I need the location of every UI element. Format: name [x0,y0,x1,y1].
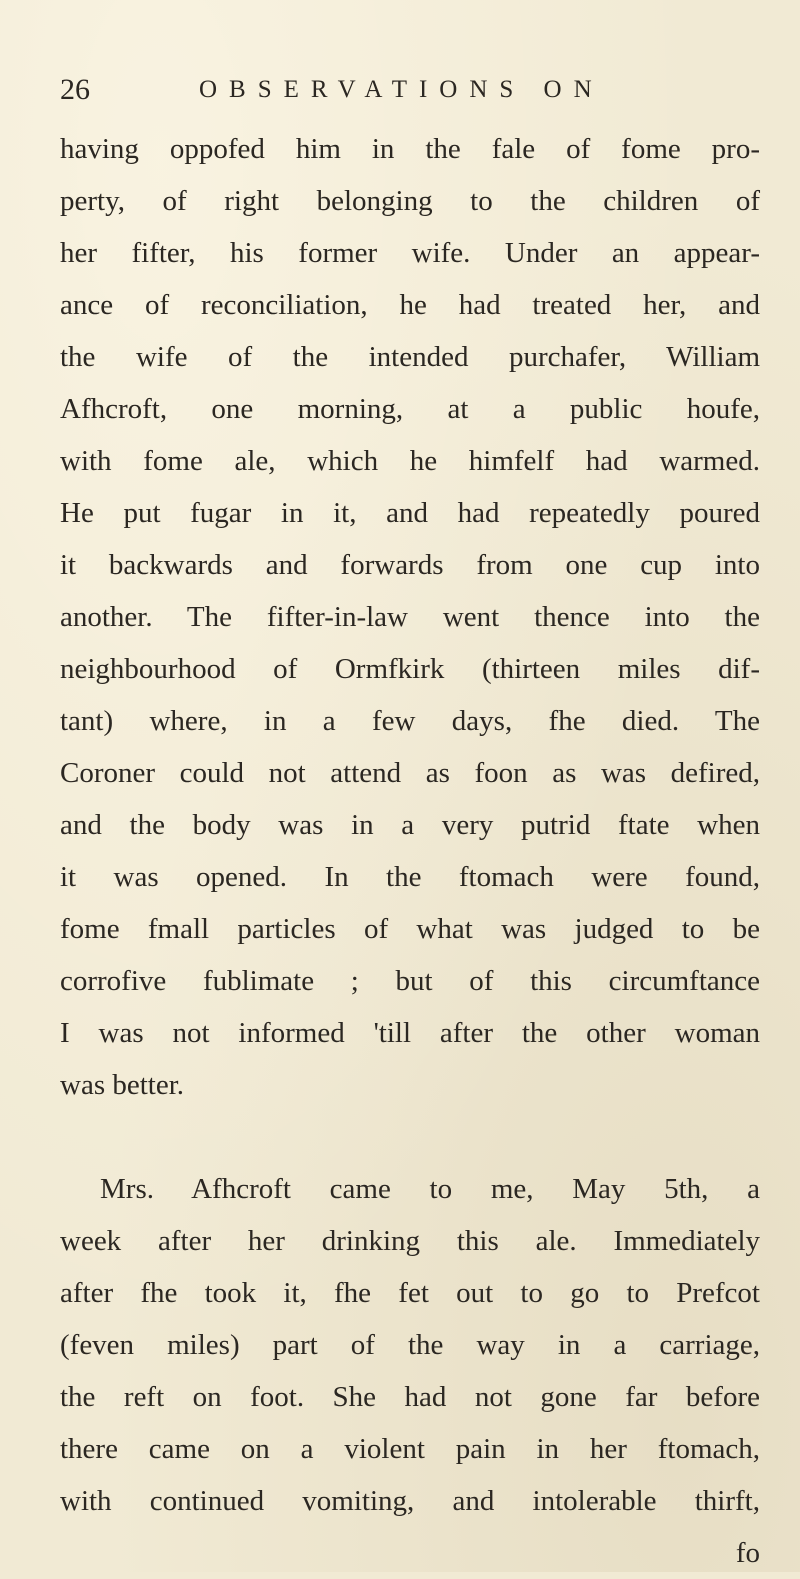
text-line: Afhcroft, one morning, at a public houfe, [60,393,760,425]
text-line: tant) where, in a few days, fhe died. The [60,705,760,737]
body-text [60,123,760,1579]
text-line: there came on a violent pain in her ftomach, [60,1433,760,1465]
paragraph-1 [60,123,760,1111]
text-line: I was not informed 'till after the other woman [60,1017,760,1049]
text-line: it backwards and forwards from one cup into [60,549,760,581]
text-line: with continued vomiting, and intolerable thirft, [60,1485,760,1517]
catchword: fo [735,1537,760,1569]
text-line: perty, of right belonging to the children of [60,185,760,217]
text-line: Coroner could not attend as foon as was defired, [60,757,760,789]
running-head [60,70,760,110]
text-line: ance of reconciliation, he had treated her, and [60,289,760,321]
text-line: her fifter, his former wife. Under an appear- [60,237,760,269]
text-line: it was opened. In the ftomach were found, [60,861,760,893]
text-line: after fhe took it, fhe fet out to go to Prefcot [60,1277,760,1309]
text-line: He put fugar in it, and had repeatedly poured [60,497,760,529]
text-line: with fome ale, which he himfelf had warmed. [60,445,760,477]
text-line: (feven miles) part of the way in a carriage, [60,1329,760,1361]
paragraph-gap [60,1111,760,1163]
text-line: was better. [60,1069,185,1101]
text-line: corrofive fublimate ; but of this circumftance [60,965,760,997]
text-line: having oppofed him in the fale of fome pro- [60,133,760,165]
text-line: the wife of the intended purchafer, William [60,341,760,373]
text-line: fome fmall particles of what was judged to be [60,913,760,945]
page-number: 26 [60,73,90,106]
paragraph-2 [60,1163,760,1527]
text-line: and the body was in a very putrid ftate when [60,809,760,841]
text-line: another. The fifter-in-law went thence into the [60,601,760,633]
running-title: OBSERVATIONS ON [199,76,604,103]
text-line: Mrs. Afhcroft came to me, May 5th, a [100,1173,760,1205]
text-line: neighbourhood of Ormfkirk (thirteen miles dif- [60,653,760,685]
text-line: week after her drinking this ale. Immediately [60,1225,760,1257]
text-line: the reft on foot. She had not gone far before [60,1381,760,1413]
